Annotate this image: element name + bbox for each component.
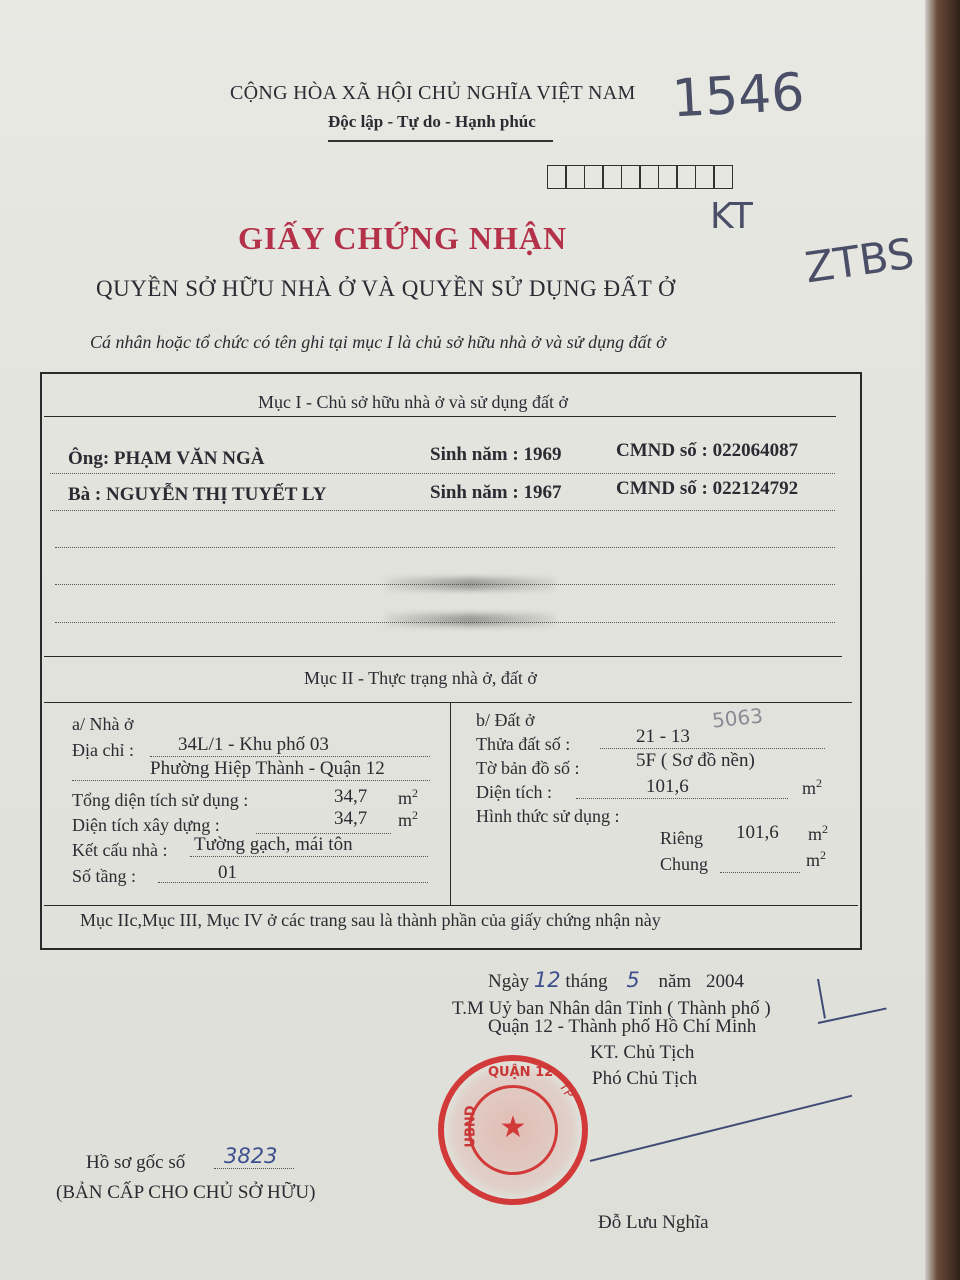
unit-superscript: 2 (412, 786, 419, 800)
parcel-dotted-line (600, 748, 825, 749)
handwritten-note-kt: KT (710, 196, 753, 237)
house-build-area-unit (398, 808, 418, 831)
record-dotted-line (214, 1168, 294, 1169)
date-ngay-label: Ngày (488, 971, 530, 992)
unit-superscript: 2 (822, 822, 829, 836)
table-footer-note: Mục IIc,Mục III, Mục IV ở các trang sau là thành phần của giấy chứng nhận này (80, 910, 661, 930)
role-line-1: KT. Chủ Tịch (590, 1042, 695, 1063)
floors-dotted-line (158, 882, 428, 883)
structure-dotted-line (190, 856, 428, 857)
star-icon: ★ (499, 1111, 527, 1144)
owner-2-birth: Sinh năm : 1967 (430, 482, 562, 503)
section-2-bottom-line (44, 905, 858, 906)
date-month: 5 (626, 968, 640, 992)
handwritten-note-ztbs: ZTBS (802, 228, 918, 293)
unit-superscript: 2 (412, 808, 419, 822)
land-area-dotted-line (576, 798, 788, 799)
common-dotted-line (720, 872, 800, 873)
redacted-blur (385, 614, 555, 626)
land-map-label: Tờ bản đồ số : (476, 758, 580, 778)
land-private-unit (808, 822, 828, 845)
serial-box (695, 165, 715, 189)
certificate-title: GIẤY CHỨNG NHẬN (238, 220, 568, 256)
motto-underline (328, 140, 553, 142)
land-area-unit (802, 776, 822, 799)
land-common-label: Chung (660, 854, 709, 874)
date-year: 2004 (705, 971, 744, 992)
land-usage-label: Hình thức sử dụng : (476, 806, 620, 826)
serial-box (658, 165, 678, 189)
owner-2-dotted-line (50, 510, 835, 511)
record-number: 3823 (224, 1144, 278, 1168)
owner-1-id: CMND số : 022064087 (616, 440, 799, 461)
org-line-1: T.M Uỷ ban Nhân dân Tỉnh ( Thành phố ) (452, 998, 771, 1019)
background-edge (925, 0, 960, 1280)
land-area-label: Diện tích : (476, 782, 552, 802)
house-floors-value: 01 (218, 862, 237, 883)
land-private-label: Riêng (660, 828, 703, 848)
unit-m: m (802, 778, 817, 798)
serial-box (621, 165, 641, 189)
section-2-heading: Mục II - Thực trạng nhà ở, đất ở (304, 668, 537, 688)
section-1-heading: Mục I - Chủ sở hữu nhà ở và sử dụng đất ở (258, 392, 569, 412)
house-structure-value: Tường gạch, mái tôn (194, 834, 353, 855)
serial-box (565, 165, 585, 189)
unit-m: m (398, 788, 413, 808)
land-private-value: 101,6 (736, 822, 779, 843)
address-dotted-line-2 (72, 780, 430, 781)
section-1-heading-line (44, 416, 836, 417)
certificate-subtitle: QUYỀN SỞ HỮU NHÀ Ở VÀ QUYỀN SỬ DỤNG ĐẤT Ở (96, 276, 676, 301)
republic-header: CỘNG HÒA XÃ HỘI CHỦ NGHĨA VIỆT NAM (230, 82, 636, 104)
record-label: Hồ sơ gốc số (86, 1152, 186, 1173)
owner-1-name: Ông: PHẠM VĂN NGÀ (68, 448, 265, 469)
house-address-line2: Phường Hiệp Thành - Quận 12 (150, 758, 385, 779)
seal-left-text: UBND (463, 1105, 479, 1148)
handwritten-number: 1546 (670, 62, 806, 130)
certificate-intro: Cá nhân hoặc tổ chức có tên ghi tại mục I là chủ sở hữu nhà ở và sử dụng đất ở (90, 332, 666, 352)
motto: Độc lập - Tự do - Hạnh phúc (328, 112, 536, 131)
land-common-unit (806, 848, 826, 871)
parcel-handwritten-note: 5063 (710, 703, 765, 733)
unit-m: m (398, 810, 413, 830)
owner-2-id: CMND số : 022124792 (616, 478, 799, 499)
serial-box (713, 165, 733, 189)
land-parcel-value: 21 - 13 (636, 726, 690, 747)
date-thang-label: tháng (565, 971, 608, 992)
unit-m: m (806, 850, 821, 870)
address-dotted-line-1 (150, 756, 430, 757)
land-area-value: 101,6 (646, 776, 689, 797)
seal-inner-ring (468, 1085, 558, 1175)
owner-2-name: Bà : NGUYỄN THỊ TUYẾT LY (68, 484, 327, 505)
house-address-label: Địa chỉ : (72, 740, 134, 760)
house-total-area-label: Tổng diện tích sử dụng : (72, 790, 249, 810)
redacted-blur (385, 578, 555, 590)
official-red-seal (438, 1055, 588, 1205)
signer-name: Đỗ Lưu Nghĩa (598, 1212, 709, 1233)
section-2-heading-line (44, 702, 852, 703)
unit-m: m (808, 824, 823, 844)
unit-superscript: 2 (820, 848, 827, 862)
record-copy-note: (BẢN CẤP CHO CHỦ SỞ HỮU) (56, 1182, 316, 1203)
land-parcel-label: Thửa đất số : (476, 734, 571, 754)
serial-box (584, 165, 604, 189)
house-heading: a/ Nhà ở (72, 714, 134, 734)
serial-box (547, 165, 567, 189)
house-total-area-unit (398, 786, 418, 809)
house-floors-label: Số tầng : (72, 866, 137, 886)
house-build-area-label: Diện tích xây dựng : (72, 815, 220, 835)
date-day: 12 (533, 968, 561, 992)
blank-dotted-line-1 (55, 547, 835, 548)
section-2-divider (450, 702, 451, 905)
house-structure-label: Kết cấu nhà : (72, 840, 168, 860)
owner-1-birth: Sinh năm : 1969 (430, 444, 562, 465)
role-line-2: Phó Chủ Tịch (592, 1068, 698, 1089)
house-total-area-value: 34,7 (334, 786, 368, 807)
serial-number-boxes (548, 165, 733, 189)
seal-top-text: QUẬN 12 (488, 1065, 554, 1080)
land-map-value: 5F ( Sơ đồ nền) (636, 750, 755, 771)
serial-box (676, 165, 696, 189)
house-build-area-value: 34,7 (334, 808, 368, 829)
date-nam-label: năm (658, 971, 692, 992)
date-line (488, 968, 744, 993)
unit-superscript: 2 (816, 776, 823, 790)
org-line-2: Quận 12 - Thành phố Hồ Chí Minh (488, 1016, 757, 1037)
section-1-bottom-line (44, 656, 842, 657)
owner-1-dotted-line (50, 473, 835, 474)
house-address-line1: 34L/1 - Khu phố 03 (178, 734, 329, 755)
serial-box (639, 165, 659, 189)
seal-right-text: TP (555, 1079, 577, 1102)
serial-box (602, 165, 622, 189)
land-heading: b/ Đất ở (476, 710, 535, 730)
